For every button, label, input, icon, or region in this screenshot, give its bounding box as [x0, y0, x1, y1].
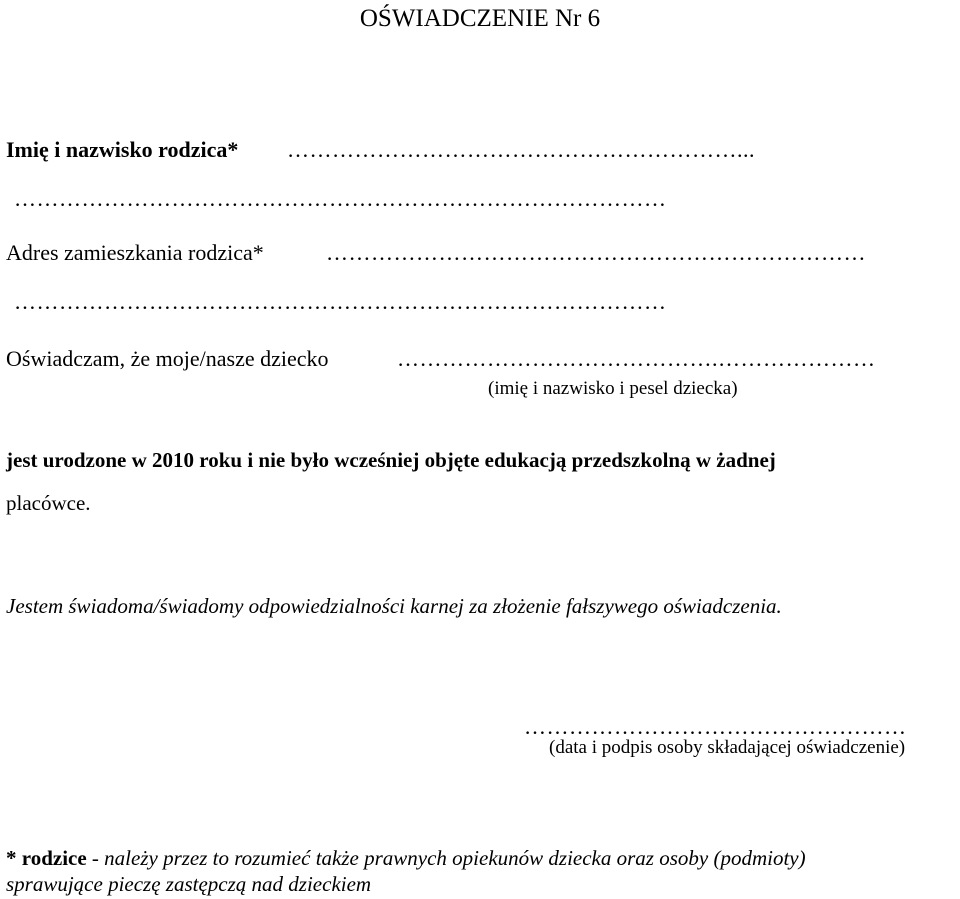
footnote-line-1: [6, 845, 806, 871]
footnote-text: - należy przez to rozumieć także prawnych opiekunów dziecka oraz osoby (podmioty): [86, 846, 806, 870]
child-statement-label: Oświadczam, że moje/nasze dziecko: [6, 346, 329, 371]
parent-address-dots-line2: ……………………………………………………………………………: [14, 289, 667, 314]
parent-address-label: Adres zamieszkania rodzica*: [6, 240, 264, 265]
signature-dots: ……………………………………………: [524, 714, 907, 739]
parent-name-dots-line2: ……………………………………………………………………………: [14, 186, 667, 211]
parent-name-label: Imię i nazwisko rodzica*: [6, 137, 239, 162]
statement-line-1: jest urodzone w 2010 roku i nie było wcześniej objęte edukacją przedszkolną w żadnej: [6, 448, 776, 472]
statement-line-2: placówce.: [6, 491, 91, 515]
footnote-marker: * rodzice: [6, 846, 87, 870]
signature-caption: (data i podpis osoby składającej oświadczenie): [549, 737, 906, 758]
parent-address-dots: ………………………………………………………………: [326, 240, 866, 265]
document-title: OŚWIADCZENIE Nr 6: [359, 5, 601, 32]
footnote-line-2: sprawujące pieczę zastępczą nad dzieckiem: [6, 872, 372, 896]
responsibility-statement: Jestem świadoma/świadomy odpowiedzialności karnej za złożenie fałszywego oświadczenia.: [6, 594, 782, 618]
child-caption: (imię i nazwisko i pesel dziecka): [488, 378, 738, 399]
child-dots: …………………………………….…………………: [397, 346, 876, 371]
parent-name-dots: ……………………………………………………...: [287, 137, 755, 162]
